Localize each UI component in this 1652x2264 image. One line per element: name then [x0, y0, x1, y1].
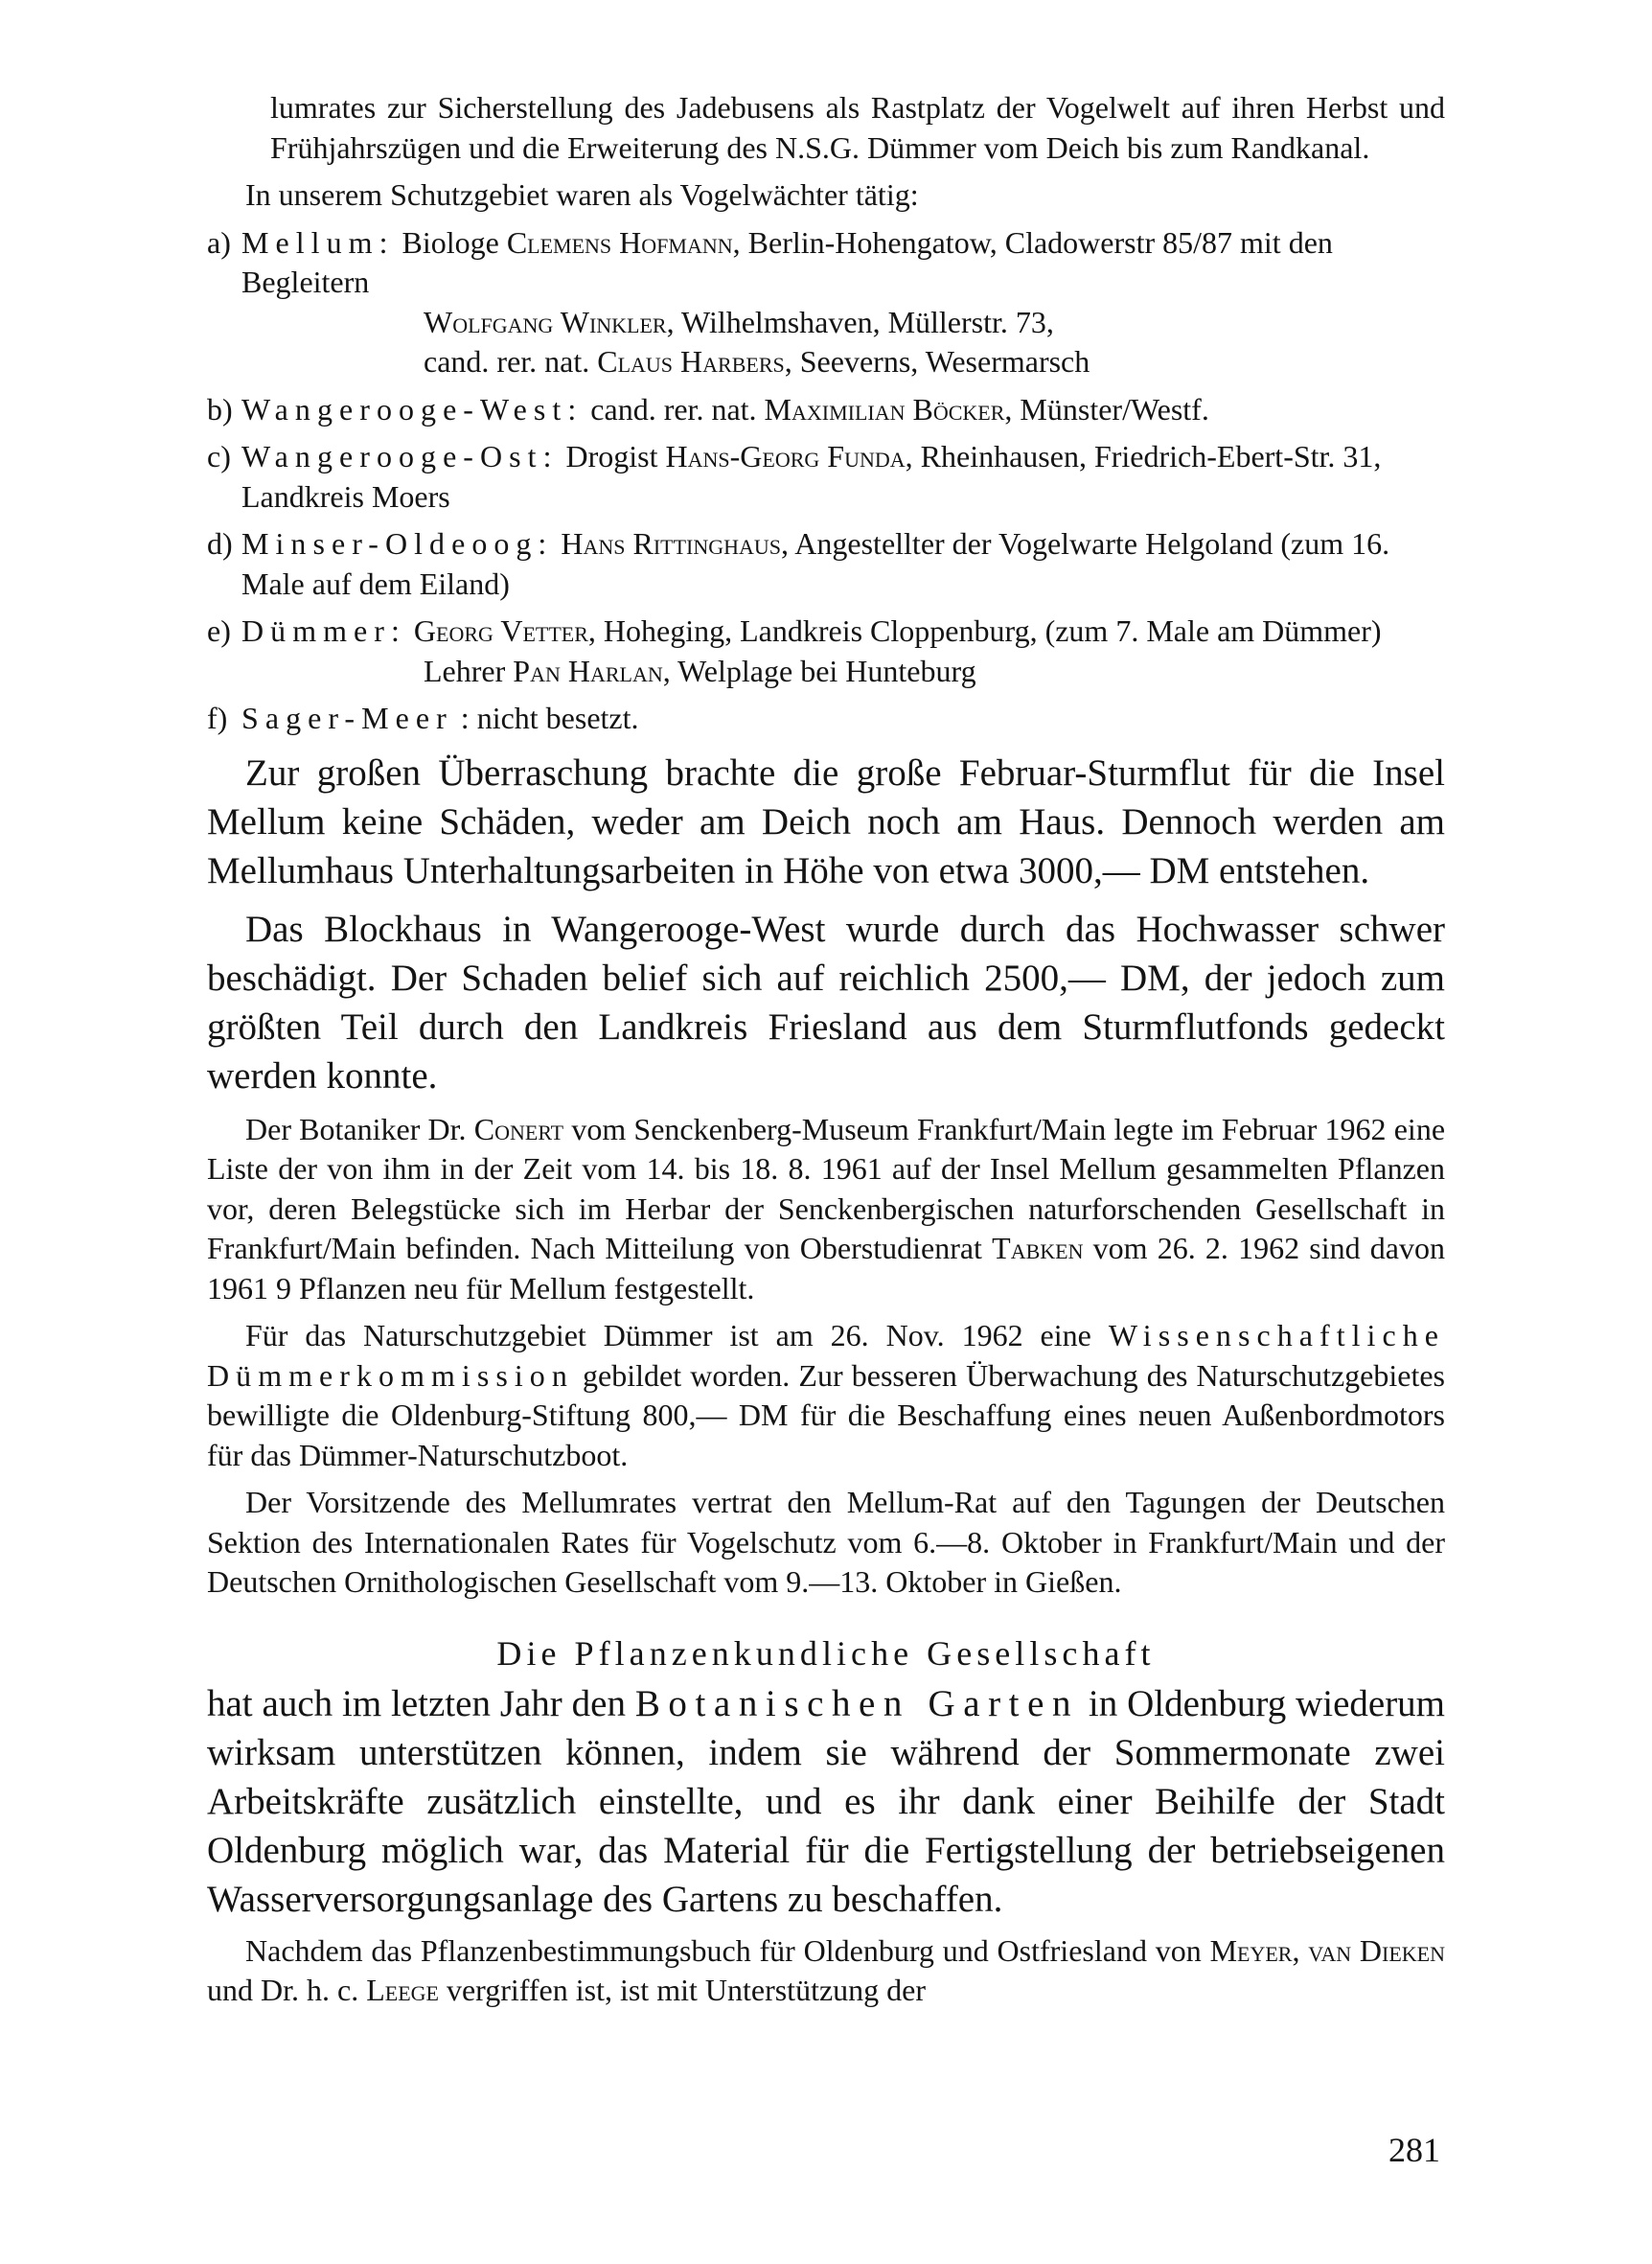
spaced-term: Botanischen Garten [634, 1682, 1080, 1724]
text-run: hat auch im letzten Jahr den [207, 1682, 626, 1724]
person-name: Maximilian Böcker [764, 391, 1005, 427]
text-run: gebildet worden. Zur besseren Überwachung des Naturschutzgebietes bewilligte die Oldenburg-Stiftung 800,— DM für die Beschaffung eines neuen Außenbordmotors für das Dümmer-Naturschutzboot. [207, 1357, 1446, 1472]
person-name: Leege [366, 1973, 439, 2007]
item-text: , Seeverns, Wesermarsch [784, 344, 1090, 379]
list-item-a [207, 223, 1445, 382]
text-run: in Oldenburg wiederum wirksam unterstützen können, indem sie während der Sommermonate zwei Arbeitskräfte zusätzlich einstellte, und es ihr dank einer Beihilfe der Stadt Oldenburg möglich war, das Material für die Fertigstellung der betriebseigenen Wasserversorgungsanlage des Gartens zu beschaffen. [207, 1682, 1446, 1920]
text-run: Für das Naturschutzgebiet Dümmer ist am 26. Nov. 1962 eine [245, 1318, 1091, 1352]
item-text: Biologe [402, 224, 499, 260]
item-text: , Welplage bei Hunteburg [662, 653, 976, 688]
item-text: : nicht besetzt. [460, 701, 639, 735]
paragraph-continuation: lumrates zur Sicherstellung des Jadebusens als Rastplatz der Vogelwelt auf ihren Herbst und Frühjahrszügen und die Erweiterung des N.S.G. Dümmer vom Deich bis zum Randkanal. [270, 90, 1445, 165]
person-name: Georg Vetter [413, 613, 588, 648]
list-label: e) [207, 613, 231, 648]
list-item-d [207, 524, 1445, 604]
item-text: , Wilhelmshaven, Müllerstr. 73, [666, 304, 1054, 339]
text-run: Nachdem das Pflanzenbestimmungsbuch für Oldenburg und Ostfriesland von [245, 1932, 1202, 1968]
list-item-e [207, 612, 1445, 691]
paragraph-botanist [207, 1110, 1445, 1309]
person-name: Claus Harbers [597, 344, 785, 379]
person-name: Conert [473, 1111, 564, 1146]
text-run: , [1292, 1932, 1300, 1968]
paragraph-botanic-garden [207, 1679, 1445, 1924]
list-label: d) [207, 526, 233, 561]
person-name: Tabken [992, 1231, 1084, 1265]
item-text: , Angestellter der Vogelwarte Helgoland (zum 16. Male auf dem Eiland) [241, 526, 1390, 601]
page-content [207, 88, 1445, 2011]
list-item-f [207, 699, 1445, 739]
section-heading: Die Pflanzenkundliche Gesellschaft [496, 1633, 1156, 1673]
person-name: Pan Harlan [513, 653, 663, 688]
item-text: , Hoheging, Landkreis Cloppenburg, (zum 7. Male am Dümmer) [587, 613, 1382, 648]
list-label: f) [207, 701, 228, 735]
item-text: Lehrer [424, 653, 506, 688]
list-label: b) [207, 391, 233, 427]
list-item-b [207, 390, 1445, 430]
paragraph-duemmer [207, 1316, 1445, 1475]
person-name: Clemens Hofmann [506, 224, 733, 260]
paragraph-chairman: Der Vorsitzende des Mellumrates vertrat den Mellum-Rat auf den Tagungen der Deutschen Sektion des Internationalen Rates für Vogelschutz vom 6.—8. Oktober in Frankfurt/Main und der Deutschen Ornithologischen Gesellschaft vom 9.—13. Oktober in Gießen. [207, 1485, 1445, 1599]
text-run: Der Botaniker Dr. [245, 1111, 467, 1146]
item-text: cand. rer. nat. [590, 391, 757, 427]
text-run: und Dr. h. c. [207, 1973, 359, 2007]
paragraph-guards-intro: In unserem Schutzgebiet waren als Vogelwächter tätig: [245, 177, 919, 212]
person-name: Wolfgang Winkler [424, 304, 667, 339]
item-text: , Rheinhausen, Friedrich-Ebert-Str. 31, Landkreis Moers [241, 439, 1382, 514]
place-name: Wangerooge-Ost: [241, 439, 559, 474]
person-name: van Dieken [1308, 1932, 1446, 1968]
place-name: Sager-Meer [241, 701, 453, 735]
text-run: vom 26. 2. 1962 sind davon 1961 9 Pflanzen neu für Mellum festgestellt. [207, 1231, 1446, 1305]
item-text: Drogist [565, 439, 658, 474]
person-name: Hans Rittinghaus [561, 526, 782, 561]
person-name: Hans-Georg Funda [665, 439, 906, 474]
place-name: Wangerooge-West: [241, 391, 584, 427]
paragraph-stormflood: Zur großen Überraschung brachte die große Februar-Sturmflut für die Insel Mellum keine Schäden, weder am Deich noch am Haus. Dennoch werden am Mellumhaus Unterhaltungsarbeiten in Höhe von etwa 3000,— DM entstehen. [207, 751, 1445, 891]
guard-list [207, 223, 1445, 739]
text-run: vom Senckenberg-Museum Frankfurt/Main legte im Februar 1962 eine Liste der von ihm in der Zeit vom 14. bis 18. 8. 1961 auf der Insel Mellum gesammelten Pflanzen vor, deren Belegstücke sich im Herbar der Senckenbergischen naturforschenden Gesellschaft in Frankfurt/Main befinden. Nach Mitteilung von Oberstudienrat [207, 1111, 1446, 1265]
text-run: vergriffen ist, ist mit Unterstützung der [446, 1973, 927, 2007]
person-name: Meyer [1209, 1932, 1293, 1968]
item-text: , Berlin-Hohengatow, Cladowerstr 85/87 mit den Begleitern [241, 224, 1333, 299]
page-number: 281 [1388, 2131, 1440, 2169]
place-name: Minser-Oldeoog: [241, 526, 554, 561]
paragraph-blockhaus: Das Blockhaus in Wangerooge-West wurde durch das Hochwasser schwer beschädigt. Der Schaden belief sich auf reichlich 2500,— DM, der jedoch zum größten Teil durch den Landkreis Friesland aus dem Sturmflutfonds gedeckt werden konnte. [207, 908, 1445, 1097]
list-item-c [207, 437, 1445, 517]
place-name: Mellum: [241, 224, 395, 260]
item-text: , Münster/Westf. [1004, 391, 1209, 427]
paragraph-plant-book [207, 1931, 1445, 2011]
place-name: Dümmer: [241, 613, 406, 648]
list-label: c) [207, 439, 231, 474]
spaced-term: Wissenschaftliche Dümmerkommission [207, 1318, 1446, 1393]
list-label: a) [207, 224, 231, 260]
item-text: cand. rer. nat. [424, 344, 590, 379]
